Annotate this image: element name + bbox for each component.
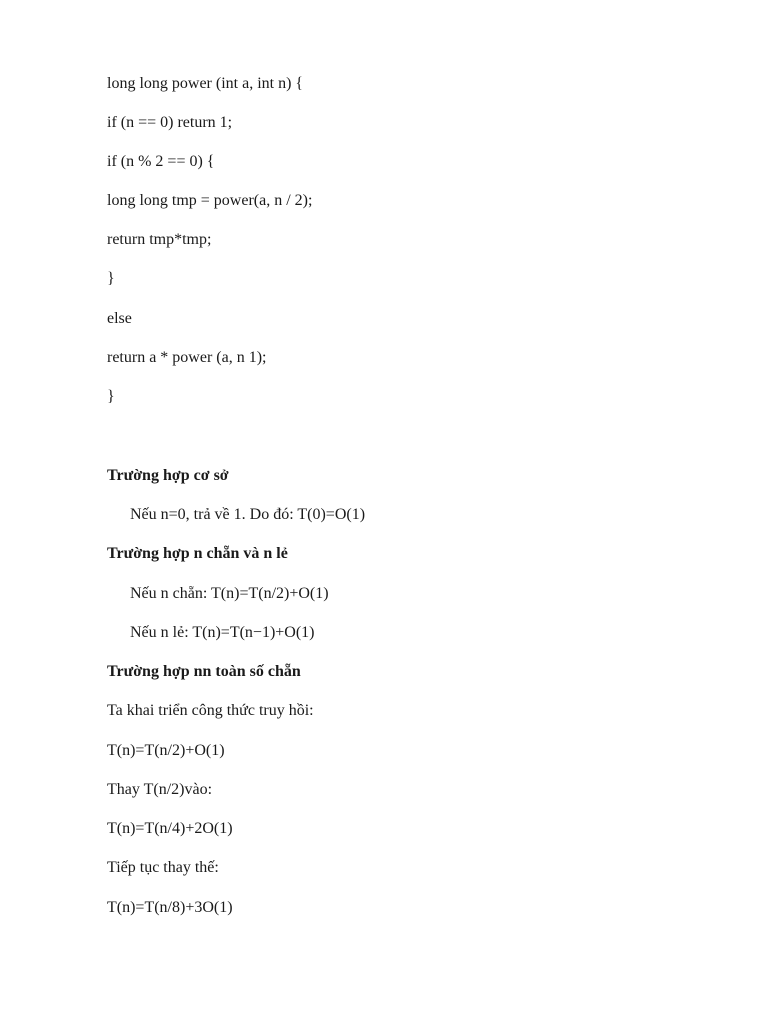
code-line-3: if (n % 2 == 0) { [107,153,215,170]
code-line-7: else [107,310,132,327]
continue-intro-text: Tiếp tục thay thế: [107,859,219,876]
code-line-2: if (n == 0) return 1; [107,114,233,131]
code-line-4: long long tmp = power(a, n / 2); [107,192,313,209]
substitute-intro-text: Thay T(n/2)vào: [107,781,213,798]
odd-case-text: Nếu n lẻ: T(n)=T(n−1)+O(1) [130,624,315,641]
even-odd-heading: Trường hợp n chẵn và n lẻ [107,545,288,562]
code-line-1: long long power (int a, int n) { [107,75,304,92]
even-case-text: Nếu n chẵn: T(n)=T(n/2)+O(1) [130,585,329,602]
code-line-6: } [107,270,115,287]
equation-3: T(n)=T(n/8)+3O(1) [107,899,233,916]
code-line-8: return a * power (a, n 1); [107,349,267,366]
base-case-text: Nếu n=0, trả về 1. Do đó: T(0)=O(1) [130,506,366,523]
code-line-9: } [107,388,115,405]
base-case-heading: Trường hợp cơ sở [107,467,229,484]
code-line-5: return tmp*tmp; [107,231,212,248]
expand-intro-text: Ta khai triển công thức truy hồi: [107,702,314,719]
all-even-heading: Trường hợp nn toàn số chẵn [107,663,301,680]
equation-1: T(n)=T(n/2)+O(1) [107,742,225,759]
equation-2: T(n)=T(n/4)+2O(1) [107,820,233,837]
